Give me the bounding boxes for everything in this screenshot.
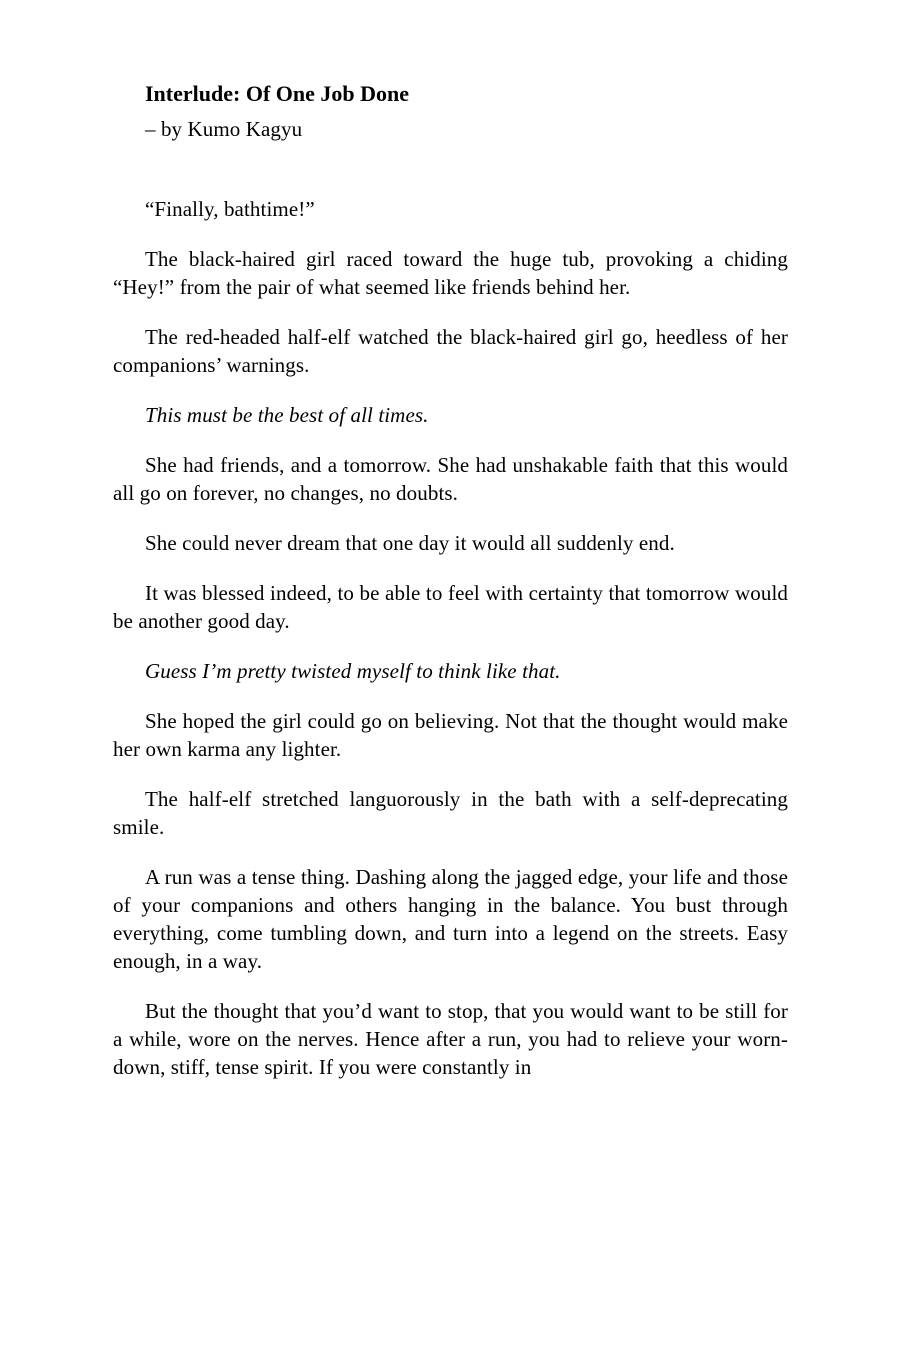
paragraph: It was blessed indeed, to be able to feel with certainty that tomorrow would be another good day. — [113, 581, 788, 633]
paragraph-italic-thought: Guess I’m pretty twisted myself to think like that. — [145, 659, 561, 683]
paragraph: The half-elf stretched languorously in the bath with a self-deprecating smile. — [113, 787, 788, 839]
paragraph: She could never dream that one day it would all suddenly end. — [145, 531, 675, 555]
paragraph: But the thought that you’d want to stop, that you would want to be still for a while, wore on the nerves. Hence after a run, you had to relieve your worn-down, stiff, tense spirit. If you were constantly in — [113, 999, 788, 1079]
chapter-title: Interlude: Of One Job Done — [145, 81, 409, 106]
paragraph: She hoped the girl could go on believing. Not that the thought would make her own karma any lighter. — [113, 709, 788, 761]
paragraph: She had friends, and a tomorrow. She had unshakable faith that this would all go on forever, no changes, no doubts. — [113, 453, 788, 505]
paragraph: “Finally, bathtime!” — [145, 197, 315, 221]
paragraph: The black-haired girl raced toward the huge tub, provoking a chiding “Hey!” from the pair of what seemed like friends behind her. — [113, 247, 788, 299]
paragraph-italic-thought: This must be the best of all times. — [145, 403, 429, 427]
byline: – by Kumo Kagyu — [145, 117, 303, 141]
paragraph: The red-headed half-elf watched the black-haired girl go, heedless of her companions’ warnings. — [113, 325, 788, 377]
paragraph: A run was a tense thing. Dashing along the jagged edge, your life and those of your companions and others hanging in the balance. You bust through everything, come tumbling down, and turn into a legend on the streets. Easy enough, in a way. — [113, 865, 788, 973]
